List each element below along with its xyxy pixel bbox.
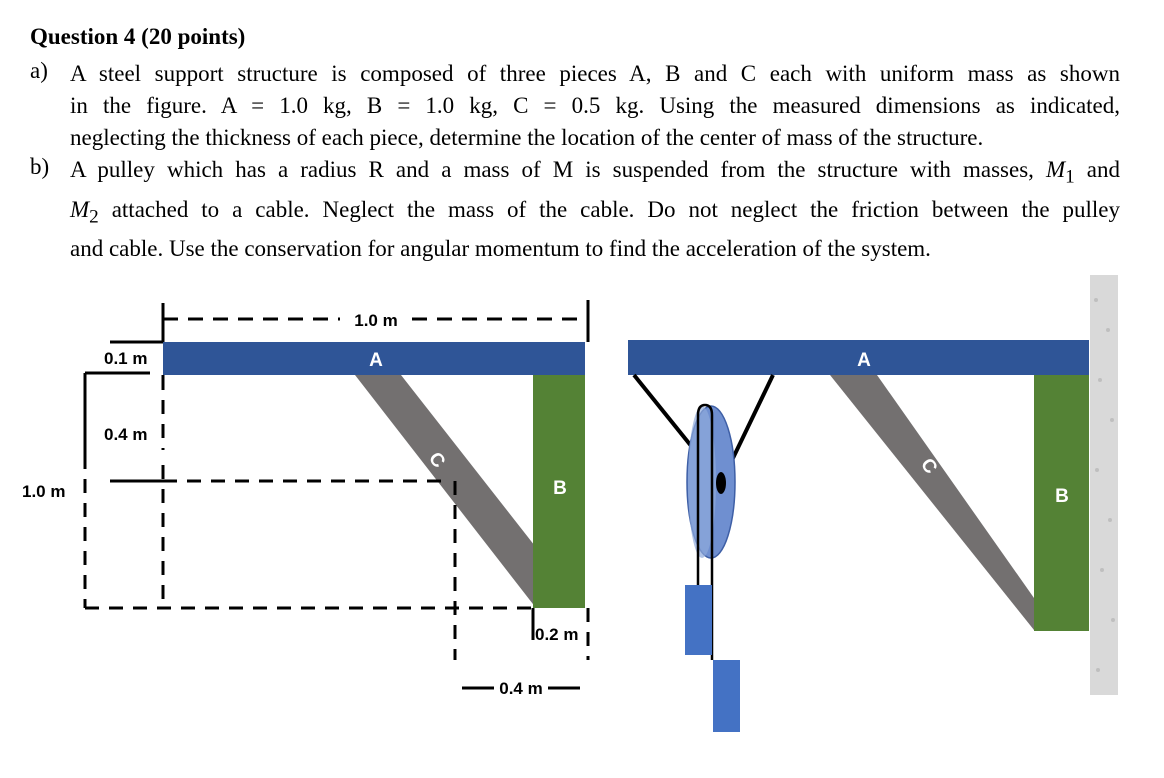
left-piece-c-label: C	[424, 448, 450, 473]
part-b-line-2-text: attached to a cable. Neglect the mass of the cable. Do not neglect the friction between the pulley	[98, 196, 1120, 222]
left-piece-a-label: A	[369, 350, 383, 371]
part-a-line-3: neglecting the thickness of each piece, determine the location of the center of mass of the structure.	[70, 125, 984, 150]
mass-m2-subscript: 2	[89, 206, 99, 228]
right-piece-a-label: A	[857, 350, 871, 371]
part-a-label: a)	[30, 58, 48, 83]
part-b-line-1-end: and	[1074, 157, 1120, 182]
part-b-line-3: and cable. Use the conservation for angular momentum to find the acceleration of the system.	[70, 236, 931, 262]
right-figure	[628, 275, 1118, 732]
question-title: Question 4 (20 points)	[30, 24, 246, 49]
mass-m1-symbol: M	[1045, 157, 1066, 182]
pulley-axle	[716, 472, 726, 494]
part-b-line-1-text: A pulley which has a radius R and a mass of M is suspended from the structure with masses,	[70, 157, 1046, 182]
right-piece-c-label: C	[916, 454, 942, 479]
mass-m1[interactable]	[685, 585, 712, 655]
part-a-line-2: in the figure. A = 1.0 kg, B = 1.0 kg, C = 0.5 kg. Using the measured dimensions as indicated,	[70, 93, 1120, 118]
left-figure	[22, 300, 588, 698]
part-b-label: b)	[30, 154, 50, 179]
left-piece-c	[355, 375, 560, 608]
left-piece-b-label: B	[553, 478, 567, 499]
dim-b-width-label: 0.2 m	[535, 625, 579, 644]
wall	[1090, 275, 1118, 695]
dim-bottom-label: 0.4 m	[499, 679, 543, 698]
dim-height-label: 1.0 m	[22, 482, 66, 501]
mass-m2[interactable]	[713, 660, 740, 732]
dim-upper-label: 0.4 m	[104, 425, 148, 444]
dim-thickness-label: 0.1 m	[104, 349, 148, 368]
dim-top-label: 1.0 m	[354, 311, 398, 330]
mass-m2-symbol: M	[70, 196, 90, 222]
mass-m1-subscript: 1	[1065, 166, 1075, 188]
right-piece-c	[830, 375, 1034, 630]
right-piece-b-label: B	[1055, 486, 1069, 507]
part-a-line-1: A steel support structure is composed of three pieces A, B and C each with uniform mass as shown	[70, 61, 1120, 86]
